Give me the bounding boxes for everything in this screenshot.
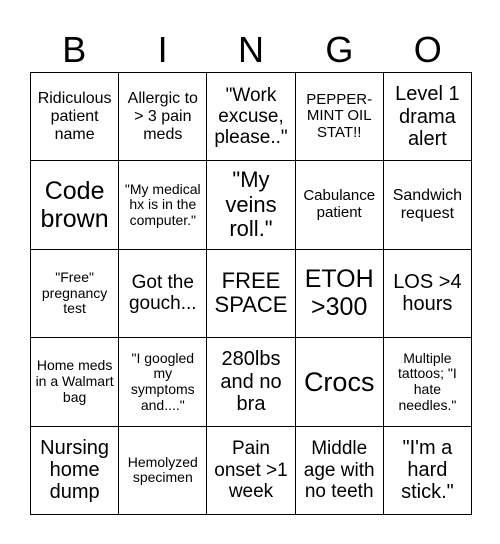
- bingo-cell[interactable]: "My veins roll.": [207, 161, 295, 249]
- bingo-cell[interactable]: Crocs: [296, 338, 384, 426]
- bingo-board: [30, 72, 472, 515]
- bingo-cell[interactable]: ETOH >300: [296, 250, 384, 338]
- header-letter-n: N: [237, 29, 264, 70]
- bingo-cell[interactable]: PEPPER-MINT OIL STAT!!: [296, 73, 384, 161]
- bingo-cell[interactable]: Allergic to > 3 pain meds: [119, 73, 207, 161]
- bingo-cell[interactable]: Home meds in a Walmart bag: [31, 338, 119, 426]
- bingo-cell[interactable]: "I'm a hard stick.": [384, 427, 472, 515]
- bingo-cell[interactable]: Got the gouch...: [119, 250, 207, 338]
- bingo-cell[interactable]: Ridiculous patient name: [31, 73, 119, 161]
- bingo-cell[interactable]: LOS >4 hours: [384, 250, 472, 338]
- bingo-cell[interactable]: "My medical hx is in the computer.": [119, 161, 207, 249]
- header-letter-g: G: [325, 29, 354, 70]
- bingo-cell[interactable]: 280lbs and no bra: [207, 338, 295, 426]
- bingo-cell free-space[interactable]: FREE SPACE: [207, 250, 295, 338]
- header-letter-o: O: [413, 29, 442, 70]
- bingo-cell[interactable]: Nursing home dump: [31, 427, 119, 515]
- bingo-cell[interactable]: Sandwich request: [384, 161, 472, 249]
- bingo-cell[interactable]: Multiple tattoos; "I hate needles.": [384, 338, 472, 426]
- bingo-cell[interactable]: "I googled my symptoms and....": [119, 338, 207, 426]
- bingo-cell[interactable]: Cabulance patient: [296, 161, 384, 249]
- bingo-cell[interactable]: "Work excuse, please..": [207, 73, 295, 161]
- bingo-cell[interactable]: Level 1 drama alert: [384, 73, 472, 161]
- header-letter-b: B: [62, 29, 87, 70]
- bingo-cell[interactable]: Middle age with no teeth: [296, 427, 384, 515]
- bingo-cell[interactable]: Pain onset >1 week: [207, 427, 295, 515]
- header-letter-i: I: [157, 29, 168, 70]
- bingo-header: [30, 28, 472, 72]
- bingo-cell[interactable]: Code brown: [31, 161, 119, 249]
- bingo-cell[interactable]: "Free" pregnancy test: [31, 250, 119, 338]
- bingo-cell[interactable]: Hemolyzed specimen: [119, 427, 207, 515]
